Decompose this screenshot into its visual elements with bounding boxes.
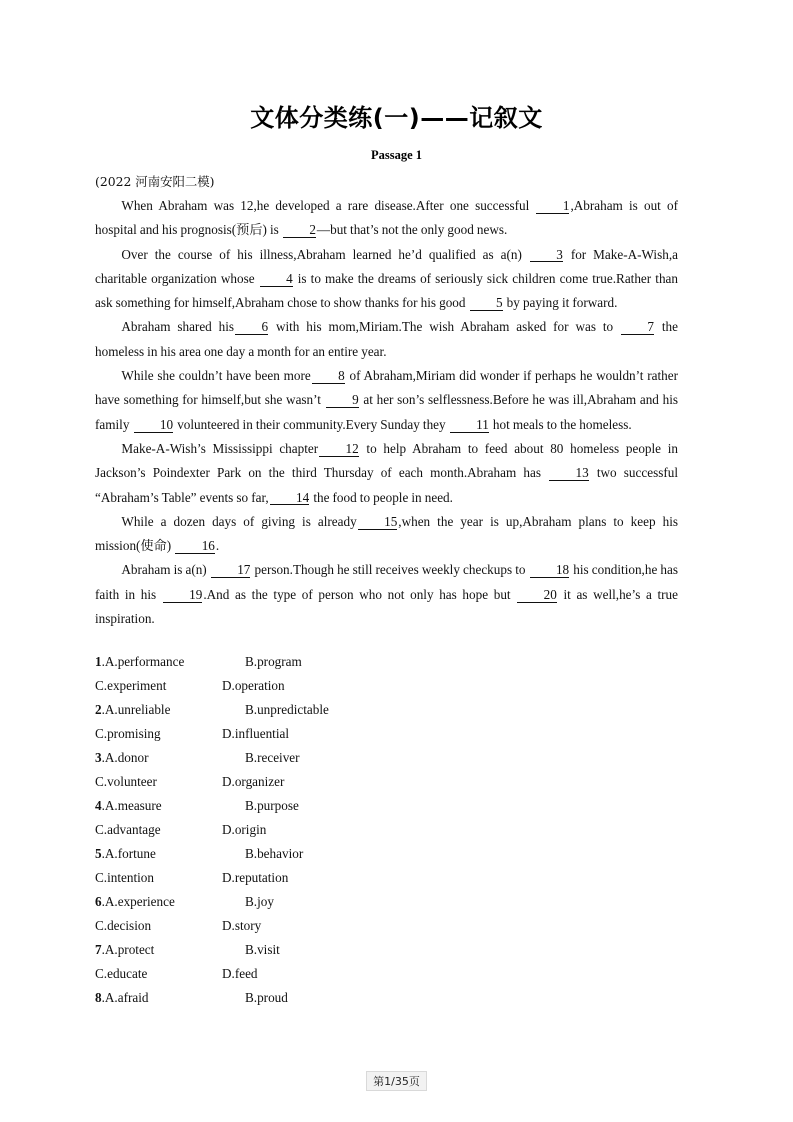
cloze-blank-7[interactable]: 7 bbox=[621, 320, 654, 335]
question-number-dot: . bbox=[101, 750, 105, 765]
passage-text: While a dozen days of giving is already bbox=[121, 513, 357, 529]
option-b[interactable]: B.program bbox=[245, 654, 302, 669]
option-a[interactable]: A.experience bbox=[104, 894, 175, 909]
question-number-dot: . bbox=[101, 990, 105, 1005]
option-cell-a bbox=[95, 842, 245, 866]
option-cell-a bbox=[95, 650, 245, 674]
option-c[interactable]: C.decision bbox=[95, 918, 152, 933]
question-number: 3 bbox=[95, 750, 102, 765]
passage-text: the homeless in his area one day a month for an entire year. bbox=[95, 319, 678, 359]
option-row bbox=[95, 818, 678, 842]
passage-text: ,Abraham is out of hospital and his prognosis(预后) is bbox=[95, 198, 678, 238]
passage-text: Over the course of his illness,Abraham learned he’d qualified as a(n) bbox=[121, 246, 529, 262]
option-row bbox=[95, 890, 678, 914]
passage-text: person.Though he still receives weekly checkups to bbox=[251, 562, 529, 578]
cloze-blank-6[interactable]: 6 bbox=[235, 320, 268, 335]
passage-text: with his mom,Miriam.The wish Abraham asked for was to bbox=[269, 319, 620, 335]
passage-paragraph bbox=[95, 194, 678, 243]
source-attribution: (2022 河南安阳二模) bbox=[95, 174, 215, 189]
option-c[interactable]: C.intention bbox=[95, 870, 154, 885]
cloze-blank-14[interactable]: 14 bbox=[270, 491, 310, 506]
question-number: 6 bbox=[95, 894, 102, 909]
passage-paragraph bbox=[95, 558, 678, 631]
option-a[interactable]: A.protect bbox=[104, 942, 155, 957]
option-c[interactable]: C.advantage bbox=[95, 822, 161, 837]
paragraph-list bbox=[95, 194, 678, 631]
option-a[interactable]: A.measure bbox=[104, 798, 162, 813]
question-number-dot: . bbox=[101, 894, 105, 909]
option-row bbox=[95, 770, 678, 794]
cloze-blank-19[interactable]: 19 bbox=[163, 588, 203, 603]
option-row bbox=[95, 674, 678, 698]
option-a[interactable]: A.donor bbox=[104, 750, 149, 765]
cloze-blank-8[interactable]: 8 bbox=[312, 369, 345, 384]
cloze-blank-15[interactable]: 15 bbox=[358, 515, 398, 530]
option-d[interactable]: D.origin bbox=[222, 822, 267, 837]
passage-text: at her son’s selflessness.Before he was ill,Abraham and his family bbox=[95, 392, 678, 432]
option-b[interactable]: B.visit bbox=[245, 942, 280, 957]
passage-text: to help Abraham to feed about 80 homeless people in Jackson’s Poindexter Park on the third Thursday of each month.Abraham has bbox=[95, 440, 678, 481]
question-number-dot: . bbox=[101, 846, 105, 861]
passage-text: While she couldn’t have been more bbox=[121, 368, 311, 384]
passage-paragraph bbox=[95, 315, 678, 364]
option-a[interactable]: A.afraid bbox=[104, 990, 149, 1005]
cloze-blank-2[interactable]: 2 bbox=[283, 223, 316, 238]
passage-text: hot meals to the homeless. bbox=[489, 416, 632, 432]
passage-text: Make-A-Wish’s Mississippi chapter bbox=[121, 440, 319, 456]
option-row bbox=[95, 722, 678, 746]
option-row bbox=[95, 866, 678, 890]
option-b[interactable]: B.receiver bbox=[245, 750, 300, 765]
passage-text: by paying it forward. bbox=[503, 295, 618, 311]
option-cell-a bbox=[95, 746, 245, 770]
option-d[interactable]: D.feed bbox=[222, 966, 258, 981]
question-number: 1 bbox=[95, 654, 102, 669]
option-b[interactable]: B.proud bbox=[245, 990, 288, 1005]
option-b[interactable]: B.unpredictable bbox=[245, 702, 329, 717]
passage-paragraph bbox=[95, 437, 678, 510]
cloze-blank-10[interactable]: 10 bbox=[134, 418, 174, 433]
question-number-dot: . bbox=[101, 654, 105, 669]
option-c[interactable]: C.promising bbox=[95, 726, 161, 741]
passage-text: —but that’s not the only good news. bbox=[316, 222, 508, 238]
page-number: 第1/35页 bbox=[366, 1071, 427, 1091]
option-row bbox=[95, 842, 678, 866]
option-row bbox=[95, 746, 678, 770]
cloze-blank-5[interactable]: 5 bbox=[470, 296, 503, 311]
question-number: 5 bbox=[95, 846, 102, 861]
option-cell-a bbox=[95, 986, 245, 1010]
question-number: 8 bbox=[95, 990, 102, 1005]
option-row bbox=[95, 986, 678, 1010]
passage-paragraph bbox=[95, 364, 678, 437]
option-row bbox=[95, 698, 678, 722]
option-cell-a bbox=[95, 938, 245, 962]
cloze-blank-1[interactable]: 1 bbox=[536, 199, 569, 214]
passage-text: two successful “Abraham’s Table” events so far, bbox=[95, 465, 678, 505]
cloze-blank-18[interactable]: 18 bbox=[530, 563, 570, 578]
question-number: 2 bbox=[95, 702, 102, 717]
passage-body bbox=[95, 170, 678, 631]
question-number: 4 bbox=[95, 798, 102, 813]
option-d[interactable]: D.reputation bbox=[222, 870, 289, 885]
option-row bbox=[95, 794, 678, 818]
passage-paragraph bbox=[95, 243, 678, 316]
passage-text: .And as the type of person who not only has hope but bbox=[203, 586, 517, 602]
passage-text: When Abraham was 12,he developed a rare disease.After one successful bbox=[121, 198, 536, 213]
option-a[interactable]: A.performance bbox=[104, 654, 185, 669]
option-row bbox=[95, 914, 678, 938]
option-a[interactable]: A.unreliable bbox=[104, 702, 171, 717]
question-number-dot: . bbox=[101, 942, 105, 957]
passage-text: the food to people in need. bbox=[310, 489, 453, 505]
passage-text: it as well,he’s a true inspiration. bbox=[95, 586, 678, 627]
page-footer bbox=[0, 1071, 793, 1091]
option-cell-a bbox=[95, 698, 245, 722]
passage-label: Passage 1 bbox=[370, 148, 423, 162]
question-number-dot: . bbox=[101, 702, 105, 717]
question-number: 7 bbox=[95, 942, 102, 957]
option-row bbox=[95, 938, 678, 962]
option-c[interactable]: C.volunteer bbox=[95, 774, 157, 789]
cloze-blank-11[interactable]: 11 bbox=[450, 418, 489, 433]
question-number-dot: . bbox=[101, 798, 105, 813]
option-d[interactable]: D.influential bbox=[222, 726, 290, 741]
cloze-blank-9[interactable]: 9 bbox=[326, 393, 359, 408]
passage-paragraph bbox=[95, 510, 678, 559]
cloze-blank-17[interactable]: 17 bbox=[211, 563, 251, 578]
passage-text: Abraham shared his bbox=[121, 319, 235, 335]
option-a[interactable]: A.fortune bbox=[104, 846, 156, 861]
passage-text: . bbox=[215, 538, 220, 554]
passage-text: volunteered in their community.Every Sunday they bbox=[174, 416, 449, 432]
passage-text: ,when the year is up,Abraham plans to keep his mission(使命) bbox=[95, 513, 678, 554]
answer-options-list bbox=[95, 650, 678, 1010]
passage-text: is to make the dreams of seriously sick children come true.Rather than ask something for himself,Abraham chose to show thanks for his good bbox=[95, 270, 678, 311]
page-title: 文体分类练(一)——记叙文 bbox=[250, 104, 543, 132]
option-cell-a bbox=[95, 794, 245, 818]
option-b[interactable]: B.purpose bbox=[245, 798, 299, 813]
cloze-blank-20[interactable]: 20 bbox=[517, 588, 557, 603]
cloze-blank-4[interactable]: 4 bbox=[260, 272, 293, 287]
option-b[interactable]: B.behavior bbox=[245, 846, 304, 861]
passage-text: of Abraham,Miriam did wonder if perhaps he wouldn’t rather have something for himself,but she wasn’t bbox=[95, 368, 678, 408]
passage-text: Abraham is a(n) bbox=[121, 562, 210, 578]
cloze-blank-13[interactable]: 13 bbox=[549, 466, 589, 481]
passage-text: his condition,he has faith in his bbox=[95, 562, 678, 602]
option-d[interactable]: D.operation bbox=[222, 678, 285, 693]
option-c[interactable]: C.educate bbox=[95, 966, 148, 981]
option-row bbox=[95, 650, 678, 674]
cloze-blank-3[interactable]: 3 bbox=[530, 248, 563, 263]
passage-text: for Make-A-Wish,a charitable organization whose bbox=[95, 246, 678, 286]
option-c[interactable]: C.experiment bbox=[95, 678, 167, 693]
option-d[interactable]: D.story bbox=[222, 918, 262, 933]
option-d[interactable]: D.organizer bbox=[222, 774, 285, 789]
option-row bbox=[95, 962, 678, 986]
option-cell-a bbox=[95, 890, 245, 914]
cloze-blank-12[interactable]: 12 bbox=[319, 442, 359, 457]
cloze-blank-16[interactable]: 16 bbox=[175, 539, 215, 554]
option-b[interactable]: B.joy bbox=[245, 894, 274, 909]
